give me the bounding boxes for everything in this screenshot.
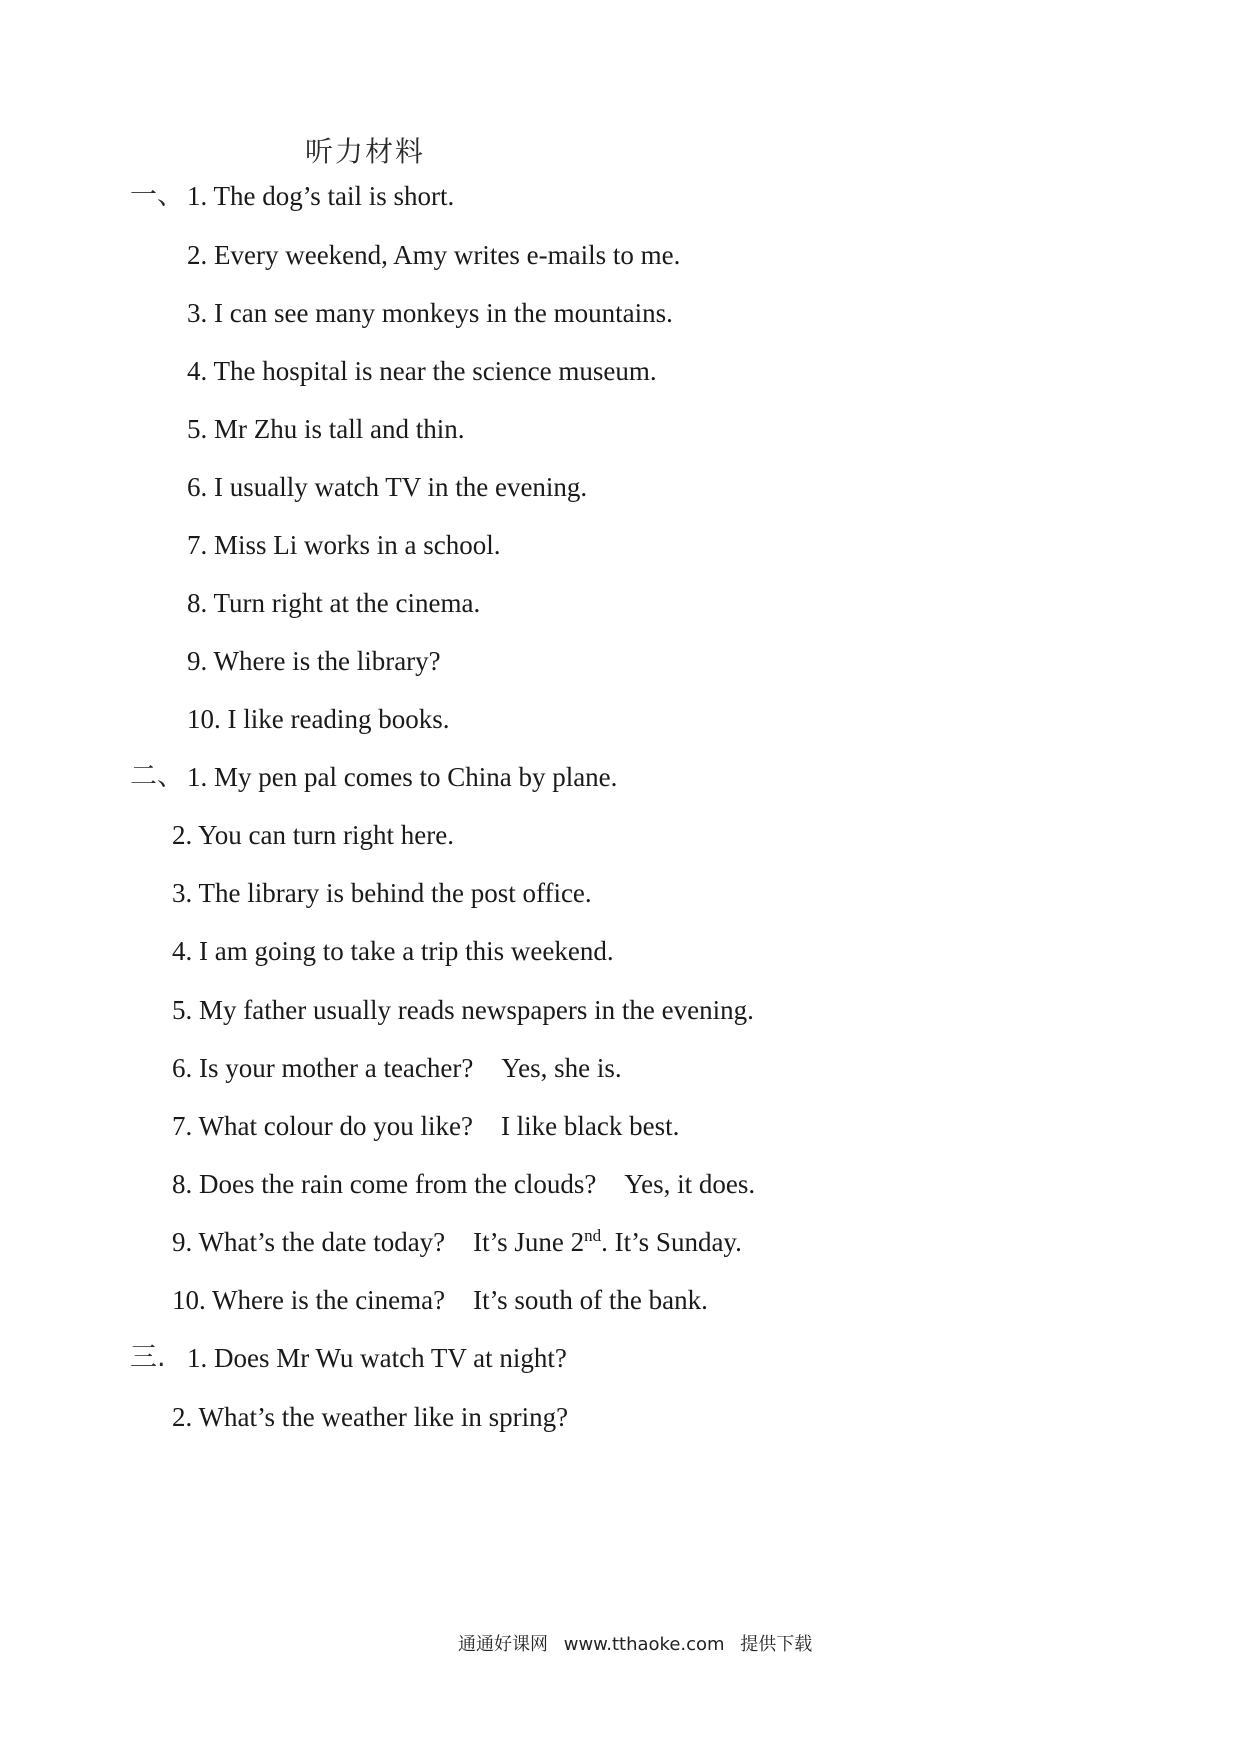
question-text: 10. Where is the cinema? [172, 1285, 446, 1315]
question-text: 6. Is your mother a teacher? [172, 1053, 474, 1083]
question-text: 8. Does the rain come from the clouds? [172, 1169, 597, 1199]
section-1-item: 4. The hospital is near the science museum. [187, 356, 657, 386]
section-2-qa-item [172, 1225, 742, 1259]
answer-text: It’s south of the bank. [473, 1285, 708, 1315]
section-2-qa-item [172, 1167, 755, 1201]
section-1-item: 9. Where is the library? [187, 646, 441, 676]
footer-note: 提供下载 [740, 1634, 813, 1655]
page-footer [458, 1630, 822, 1656]
section-1-item: 2. Every weekend, Amy writes e-mails to me. [187, 240, 681, 270]
section-1-item: 7. Miss Li works in a school. [187, 530, 501, 560]
section-1-item: 5. Mr Zhu is tall and thin. [187, 414, 465, 444]
section-1-item: 6. I usually watch TV in the evening. [187, 472, 588, 502]
page-title: 听力材料 [305, 135, 426, 168]
section-2-marker: 二、 [130, 761, 184, 792]
section-2-qa-item [172, 1109, 679, 1143]
section-1-item: 1. The dog’s tail is short. [187, 181, 455, 211]
section-1-item: 10. I like reading books. [187, 704, 450, 734]
section-3-item: 2. What’s the weather like in spring? [172, 1402, 569, 1432]
answer-text: Yes, it does. [624, 1169, 756, 1199]
section-3-marker: 三. [130, 1342, 166, 1373]
answer-text: It’s June 2nd. It’s Sunday. [473, 1226, 742, 1257]
answer-text: Yes, she is. [501, 1053, 622, 1083]
footer-url[interactable]: www.tthaoke.com [563, 1634, 725, 1655]
section-2-item: 4. I am going to take a trip this weekend. [172, 936, 614, 966]
section-1-marker: 一、 [130, 180, 184, 211]
footer-site-name: 通通好课网 [458, 1634, 548, 1655]
question-text: 9. What’s the date today? [172, 1227, 446, 1257]
section-2-item: 2. You can turn right here. [172, 820, 454, 850]
section-1-item: 8. Turn right at the cinema. [187, 588, 481, 618]
ordinal-suffix: nd [584, 1226, 602, 1245]
answer-text: I like black best. [500, 1111, 680, 1141]
section-2-item: 1. My pen pal comes to China by plane. [187, 762, 618, 792]
section-3-item: 1. Does Mr Wu watch TV at night? [187, 1343, 567, 1373]
section-2-qa-item [172, 1283, 708, 1317]
section-2-qa-item [172, 1051, 622, 1085]
section-2-item: 3. The library is behind the post office. [172, 878, 592, 908]
section-2-item: 5. My father usually reads newspapers in the evening. [172, 995, 754, 1025]
section-1-item: 3. I can see many monkeys in the mountains. [187, 298, 673, 328]
question-text: 7. What colour do you like? [172, 1111, 473, 1141]
